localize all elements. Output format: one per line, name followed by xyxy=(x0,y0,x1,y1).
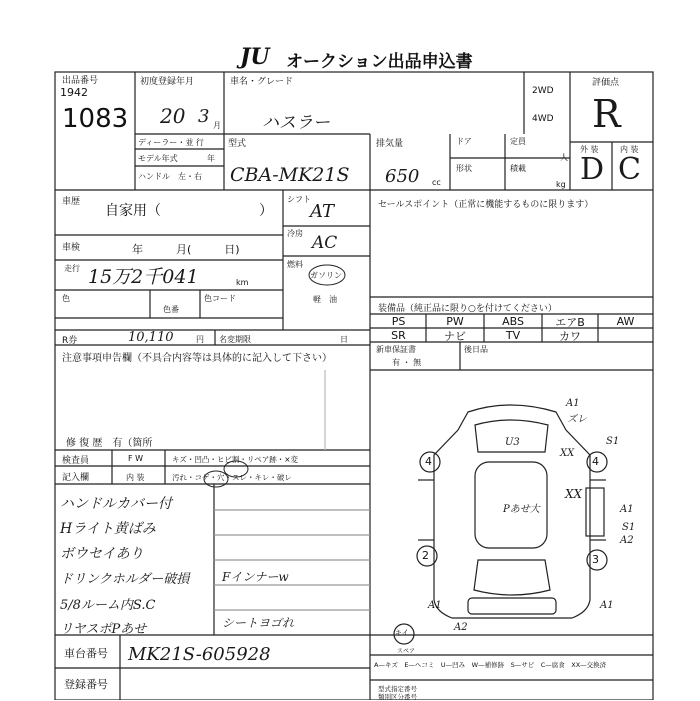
equip-pw: PW xyxy=(446,315,464,328)
displacement-label: 排気量 xyxy=(376,139,404,149)
fw-items: キズ・凹凸・ヒビ割・リペア跡・×変 xyxy=(172,455,298,464)
equipment-label: 装備品（純正品に限り○を付けてください） xyxy=(378,304,557,314)
manual-label: 後日品 xyxy=(464,345,488,354)
model-year-label: モデル年式 xyxy=(138,154,178,163)
inspection-label: 車検 xyxy=(62,243,81,253)
shift-value: AT xyxy=(310,201,335,222)
fuel-value: ガソリン xyxy=(310,271,342,280)
form-title: オークション出品申込書 xyxy=(286,52,473,72)
mark-a2-right: A2 xyxy=(620,535,634,546)
equip-sr: SR xyxy=(391,329,406,342)
right-note-2: シートヨゴれ xyxy=(222,616,295,630)
repair-history-label: 修 復 歴 有（箇所 xyxy=(66,438,153,449)
mark-zure: ズレ xyxy=(567,414,587,425)
type-designation-label: 型式指定番号 xyxy=(378,685,417,693)
color-label: 色 xyxy=(62,294,70,303)
exterior-label: 外 装 xyxy=(580,145,599,154)
capacity-unit: 人 xyxy=(560,153,568,162)
mark-xx2: XX xyxy=(565,487,583,501)
equip-navi: ナビ xyxy=(444,329,466,343)
load-label: 積載 xyxy=(510,164,526,173)
sales-point-label: セールスポイント（正常に機能するものに限ります） xyxy=(378,200,594,210)
recycle-label: R券 xyxy=(62,336,78,346)
mark-s1-top: S1 xyxy=(606,436,620,447)
lot-number: 1083 xyxy=(62,104,129,134)
inspector-label: 検査員 xyxy=(62,456,90,466)
interior-grade: C xyxy=(618,152,641,187)
yen-unit: 円 xyxy=(196,335,204,344)
int-items: 汚れ・コゲ・穴・スレ・キレ・破レ xyxy=(172,473,292,482)
grade-score: R xyxy=(592,92,621,136)
note-3: ボウセイあり xyxy=(60,546,144,562)
drive-2wd: 2WD xyxy=(532,86,554,96)
equip-ps: PS xyxy=(391,315,406,328)
capacity-label: 定員 xyxy=(510,137,526,146)
type-value: CBA-MK21S xyxy=(230,164,350,186)
right-note-1: Fインナーw xyxy=(222,570,289,584)
history-label: 車歴 xyxy=(62,197,81,207)
expiry-label: 名変期限 xyxy=(219,335,251,344)
registration-year: 20 xyxy=(160,104,186,128)
warranty-label: 新車保証書 xyxy=(376,345,416,354)
mark-s1-right: S1 xyxy=(622,522,636,533)
int-label: 内 装 xyxy=(126,473,145,482)
km-unit: km xyxy=(236,278,249,287)
shape-label: 形状 xyxy=(456,164,472,173)
day-unit: 日 xyxy=(340,335,348,344)
year-unit: 年 xyxy=(207,154,215,163)
key-mark: キイ xyxy=(395,629,409,637)
mark-a1-right: A1 xyxy=(620,504,634,515)
note-2: Hライト黄ばみ xyxy=(60,521,156,537)
fw-label: F W xyxy=(128,454,144,463)
warranty-options: 有 ・ 無 xyxy=(392,358,422,367)
equip-abs: ABS xyxy=(502,315,524,328)
mark-pase: Pあせ大 xyxy=(503,504,540,515)
category-label: 類別区分番号 xyxy=(378,693,417,701)
spare-label: スペア xyxy=(397,648,416,655)
note-1: ハンドルカバー付 xyxy=(60,496,172,512)
equip-tv: TV xyxy=(505,329,521,342)
ac-value: AC xyxy=(312,233,338,253)
lot-label: 出品番号 xyxy=(62,76,99,86)
ac-label: 冷房 xyxy=(287,229,303,238)
equip-airbag: エアB xyxy=(555,315,585,329)
wheel-fr-mark: 4 xyxy=(592,455,599,468)
wheel-fl-mark: 4 xyxy=(425,455,432,468)
registration-month: 3 xyxy=(198,106,210,127)
color-code-label: 色コード xyxy=(204,294,236,303)
mark-u3: U3 xyxy=(505,437,520,448)
note-5: 5/8ルーム内S.C xyxy=(60,598,156,613)
logo: JU xyxy=(240,44,270,70)
history-value: 自家用（ ） xyxy=(105,203,273,219)
car-name: ハスラー xyxy=(262,113,330,133)
car-name-label: 車名・グレード xyxy=(230,77,294,87)
mark-a1-left: A1 xyxy=(428,600,442,611)
mark-a1-top: A1 xyxy=(566,398,580,409)
registration-number-label: 登録番号 xyxy=(64,678,108,691)
diesel-label: 軽 油 xyxy=(313,295,337,304)
drive-4wd: 4WD xyxy=(532,114,554,124)
recycle-amount: 10,110 xyxy=(128,330,174,345)
interior-label: 内 装 xyxy=(620,145,639,154)
mark-xx1: XX xyxy=(560,448,575,459)
wheel-rr-mark: 3 xyxy=(592,553,599,566)
grade-label: 評価点 xyxy=(592,78,620,88)
chassis-number: MK21S-605928 xyxy=(128,644,271,665)
dealer-label: ディーラー・並 行 xyxy=(138,138,204,147)
month-unit: 月 xyxy=(213,121,221,130)
fuel-label: 燃料 xyxy=(287,260,303,269)
cc-unit: cc xyxy=(432,178,441,187)
mark-a1-bottom: A1 xyxy=(600,600,614,611)
first-registration-label: 初度登録年月 xyxy=(140,77,195,87)
type-label: 型式 xyxy=(228,139,247,149)
door-label: ドア xyxy=(456,137,472,146)
car-diagram xyxy=(394,405,607,644)
equip-leather: カワ xyxy=(559,329,581,343)
note-6: リヤスポPあせ xyxy=(60,622,147,637)
chassis-label: 車台番号 xyxy=(64,647,108,660)
entry-label: 記入欄 xyxy=(62,473,90,483)
load-unit: kg xyxy=(556,180,566,189)
damage-legend: A—キズ E—ヘコミ U—凹み W—補修跡 S—サビ C—腐食 XX—交換済 xyxy=(374,661,607,669)
equip-aw: AW xyxy=(616,315,635,328)
lot-code: 1942 xyxy=(60,86,88,99)
mileage-value: 15万2千041 xyxy=(88,266,199,288)
mileage-label: 走行 xyxy=(64,264,80,273)
exterior-grade: D xyxy=(580,152,605,187)
mark-a2-bottom: A2 xyxy=(454,622,468,633)
note-4: ドリンクホルダー破損 xyxy=(60,572,190,587)
handle-label: ハンドル 左・右 xyxy=(138,172,202,181)
color-no-label: 色番 xyxy=(163,305,179,314)
displacement-value: 650 xyxy=(385,166,420,187)
wheel-rl-mark: 2 xyxy=(422,549,429,562)
shift-label: シフト xyxy=(287,195,311,204)
inspection-value: 年 月( 日) xyxy=(132,243,240,256)
notes-label: 注意事項申告欄（不具合内容等は具体的に記入して下さい） xyxy=(62,353,332,364)
